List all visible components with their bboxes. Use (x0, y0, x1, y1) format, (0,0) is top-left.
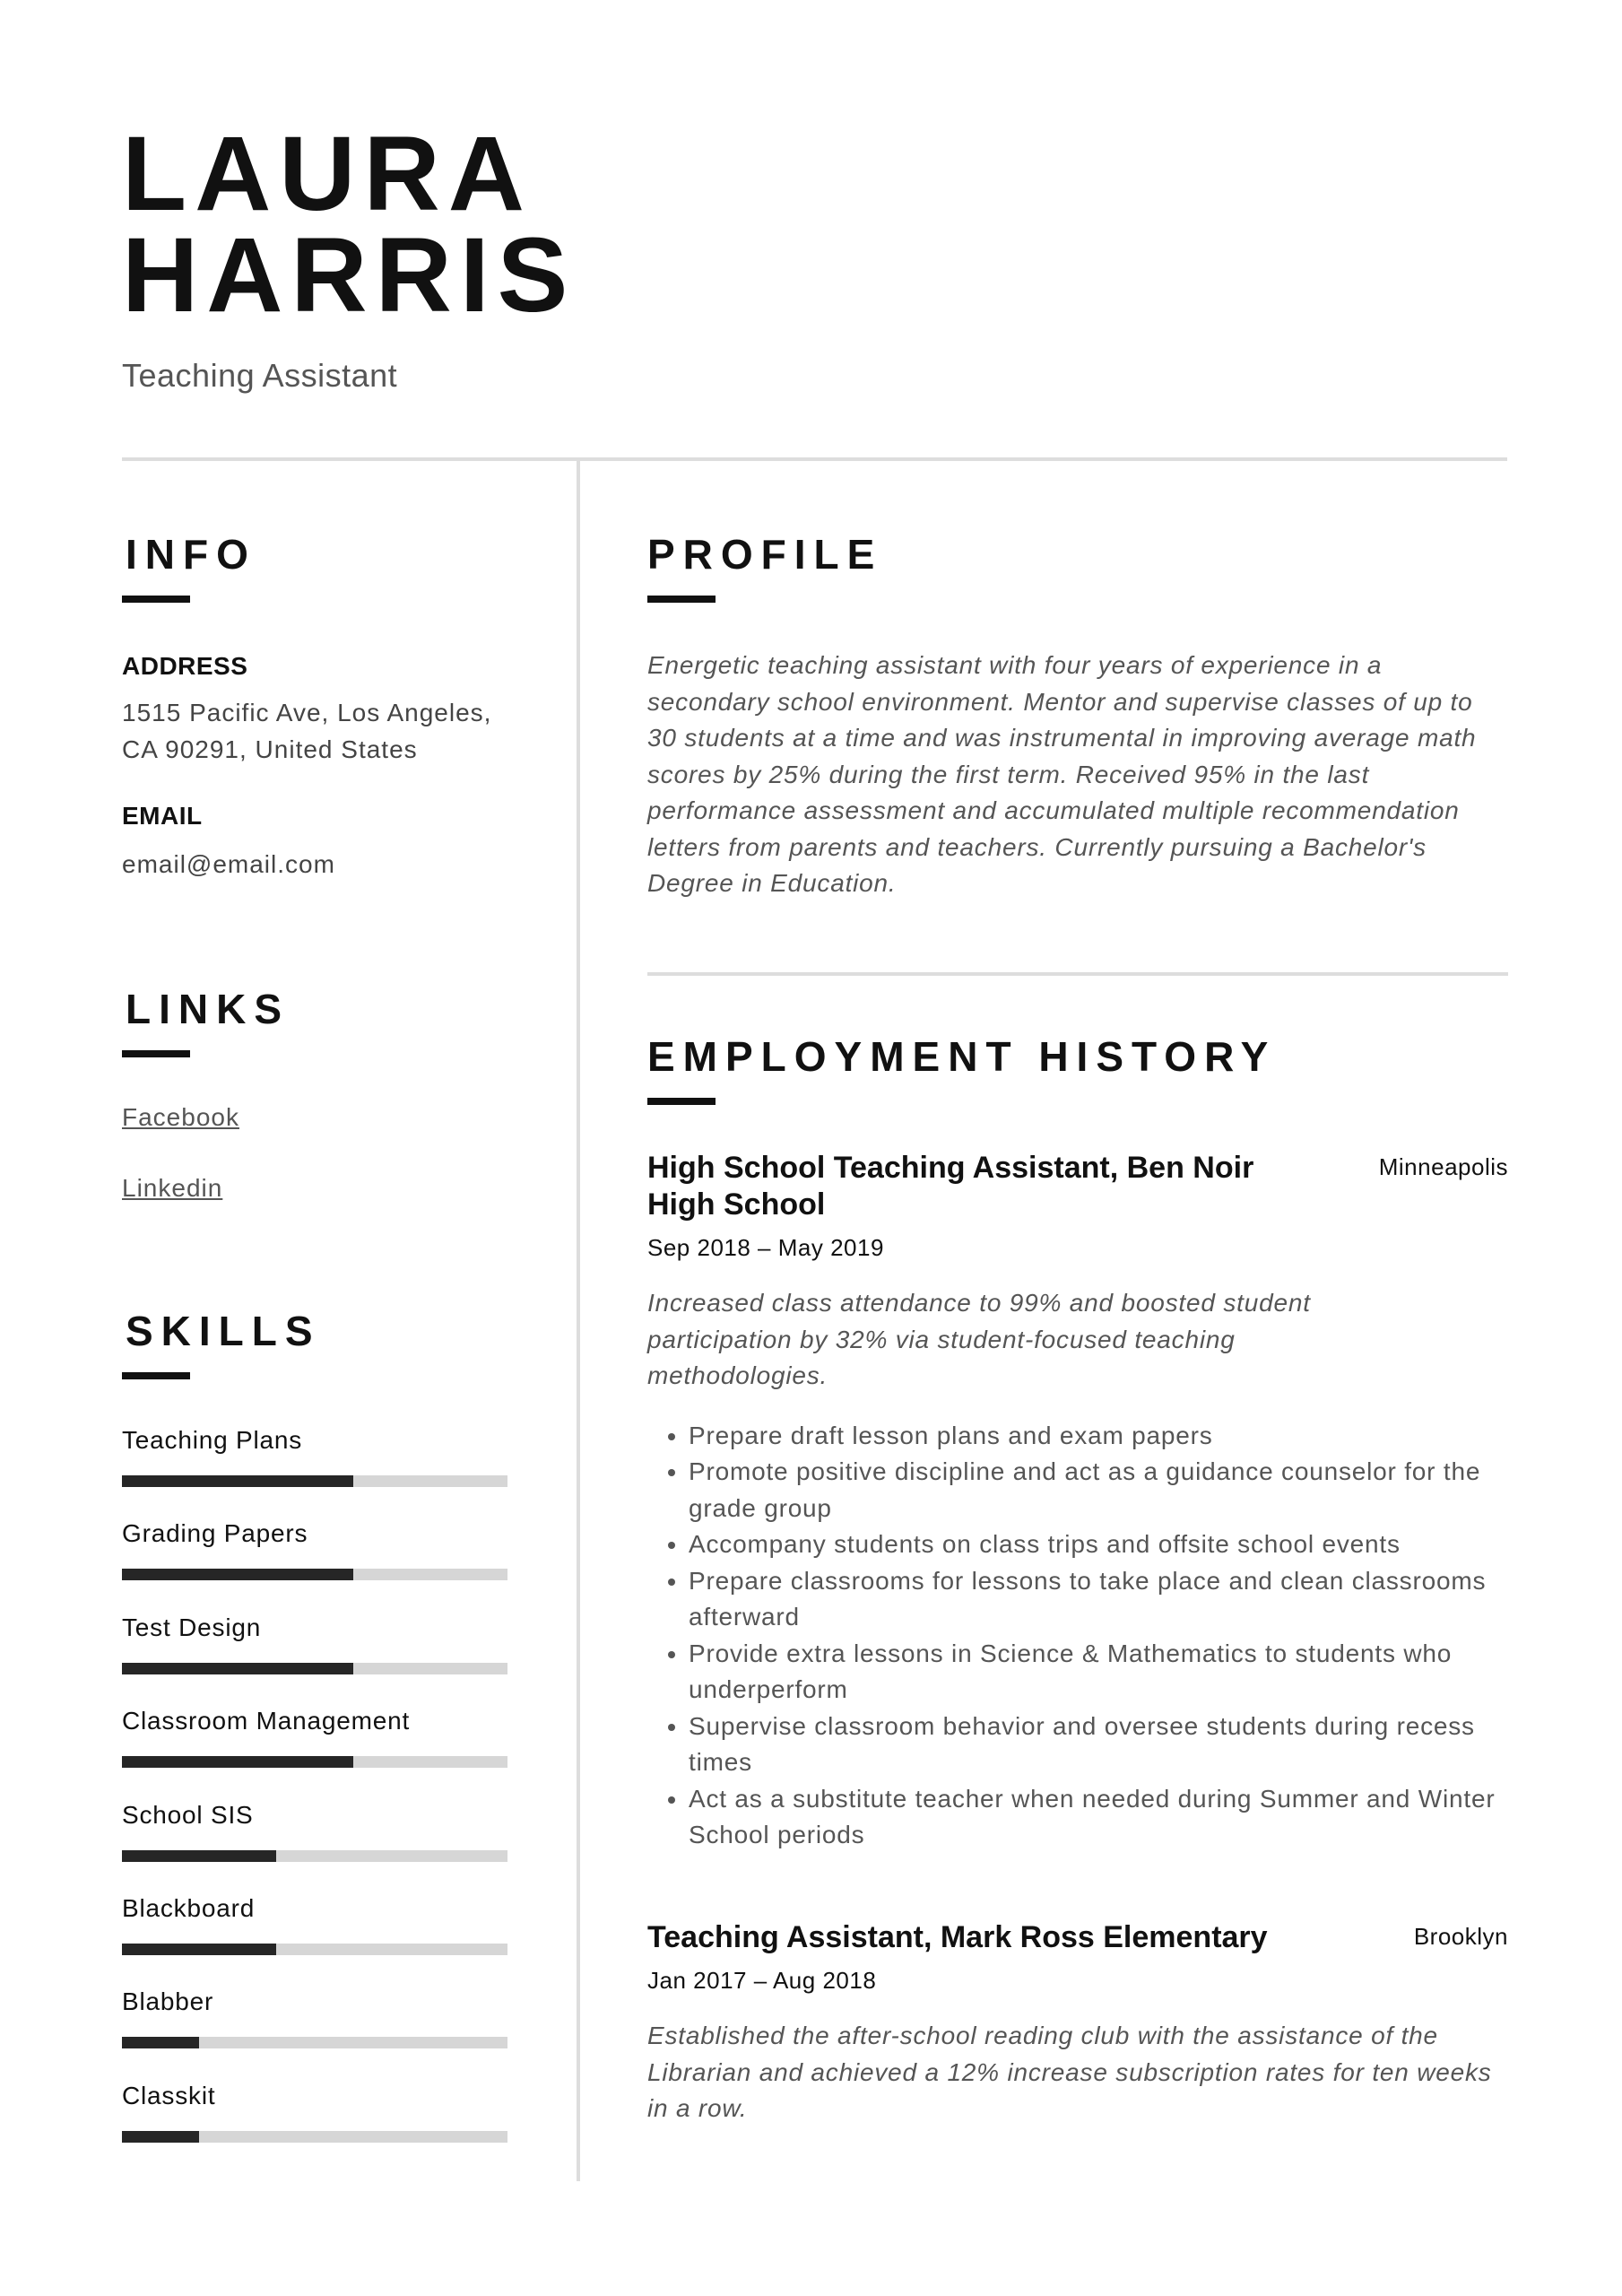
skill-level-bar (122, 1663, 507, 1674)
profile-divider (647, 972, 1508, 976)
bullet-item: • Provide extra lessons in Science & Mathematics to students who underperform (689, 1636, 1508, 1709)
skill-level-fill (122, 1569, 353, 1580)
linkedin-link[interactable]: Linkedin (122, 1174, 223, 1202)
bullet-item: • Supervise classroom behavior and oversee students during recess times (689, 1709, 1508, 1781)
skill-name: Blackboard (122, 1894, 256, 1922)
job-summary: Increased class attendance to 99% and boosted student participation by 32% via student-focused teaching methodologies. (647, 1289, 1311, 1389)
skill-level-fill (122, 1475, 353, 1487)
bullet-item: • Act as a substitute teacher when needed during Summer and Winter School periods (689, 1781, 1508, 1854)
skills-section (126, 1306, 321, 1379)
job-title: High School Teaching Assistant, Ben Noir High School (647, 1151, 1254, 1222)
address-label: ADDRESS (122, 652, 248, 680)
job-entry (647, 1919, 1508, 2127)
candidate-name (122, 115, 577, 335)
job-dates: Sep 2018 – May 2019 (647, 1234, 884, 1261)
facebook-link[interactable]: Facebook (122, 1103, 239, 1131)
skill-item (122, 1518, 507, 1580)
skills-heading: SKILLS (126, 1308, 321, 1354)
name-line-2: HARRIS (122, 216, 577, 335)
employment-heading: EMPLOYMENT HISTORY (647, 1033, 1277, 1080)
job-location: Minneapolis (1378, 1153, 1508, 1180)
skill-item (122, 1425, 507, 1487)
skill-name: Classroom Management (122, 1707, 411, 1735)
info-section (126, 529, 256, 603)
skill-level-fill (122, 1756, 353, 1768)
bullet-item: • Promote positive discipline and act as a guidance counselor for the grade group (689, 1454, 1508, 1526)
job-entry (647, 1150, 1508, 1854)
skill-level-fill (122, 1663, 353, 1674)
skill-level-bar (122, 1756, 507, 1768)
heading-underline (122, 1372, 190, 1379)
skill-name: Teaching Plans (122, 1426, 303, 1454)
profile-section (647, 529, 1508, 902)
address-line-2: CA 90291, United States (122, 735, 418, 763)
job-dates: Jan 2017 – Aug 2018 (647, 1967, 877, 1994)
bullet-item: • Prepare classrooms for lessons to take place and clean classrooms afterward (689, 1563, 1508, 1636)
skill-name: Classkit (122, 2081, 216, 2109)
job-title-subtitle: Teaching Assistant (122, 357, 398, 394)
job-bullets (647, 1418, 1508, 1854)
skill-level-fill (122, 1850, 276, 1862)
skill-level-bar (122, 1569, 507, 1580)
job-title: Teaching Assistant, Mark Ross Elementary (647, 1920, 1268, 1954)
name-line-1: LAURA (122, 115, 533, 233)
heading-underline (647, 1098, 716, 1105)
heading-underline (122, 1050, 190, 1057)
skill-item (122, 1613, 507, 1674)
skill-item (122, 1987, 507, 2048)
skill-level-bar (122, 2037, 507, 2048)
skill-level-fill (122, 2131, 199, 2143)
skill-name: Blabber (122, 1987, 214, 2016)
links-heading: LINKS (126, 986, 290, 1032)
skill-level-bar (122, 1850, 507, 1862)
address-line-1: 1515 Pacific Ave, Los Angeles, (122, 699, 492, 726)
skill-item (122, 1706, 507, 1768)
email-value: email@email.com (122, 850, 335, 878)
skill-name: School SIS (122, 1800, 254, 1829)
heading-underline (647, 596, 716, 603)
employment-section (647, 1031, 1508, 1854)
skill-name: Test Design (122, 1613, 262, 1641)
info-heading: INFO (126, 531, 256, 578)
skill-level-fill (122, 2037, 199, 2048)
skill-name: Grading Papers (122, 1519, 308, 1548)
address-value (122, 694, 491, 768)
skill-level-bar (122, 1475, 507, 1487)
profile-text: Energetic teaching assistant with four years of experience in a secondary school environment. Mentor and supervise classes of up to 30 students at a time and was instrumental in improving average math scores by 25% during the first term. Received 95% in the last performance assessment and accumulated multiple recommendation letters from parents and teachers. Currently pursuing a Bachelor's Degree in Education. (647, 651, 1477, 897)
header-divider (122, 457, 1507, 461)
column-divider (577, 459, 580, 2181)
job-location: Brooklyn (1413, 1923, 1508, 1950)
skill-item (122, 1893, 507, 1955)
profile-heading: PROFILE (647, 531, 883, 578)
skill-level-bar (122, 2131, 507, 2143)
email-label: EMAIL (122, 802, 203, 830)
skill-item (122, 1800, 507, 1862)
bullet-item: • Prepare draft lesson plans and exam papers (689, 1418, 1508, 1455)
links-section (126, 984, 290, 1057)
skill-level-fill (122, 1944, 276, 1955)
bullet-item: • Accompany students on class trips and offsite school events (689, 1526, 1508, 1563)
heading-underline (122, 596, 190, 603)
job-summary: Established the after-school reading club with the assistance of the Librarian and achieved a 12% increase subscription rates for ten weeks in a row. (647, 2022, 1492, 2122)
skill-item (122, 2081, 507, 2143)
skill-level-bar (122, 1944, 507, 1955)
